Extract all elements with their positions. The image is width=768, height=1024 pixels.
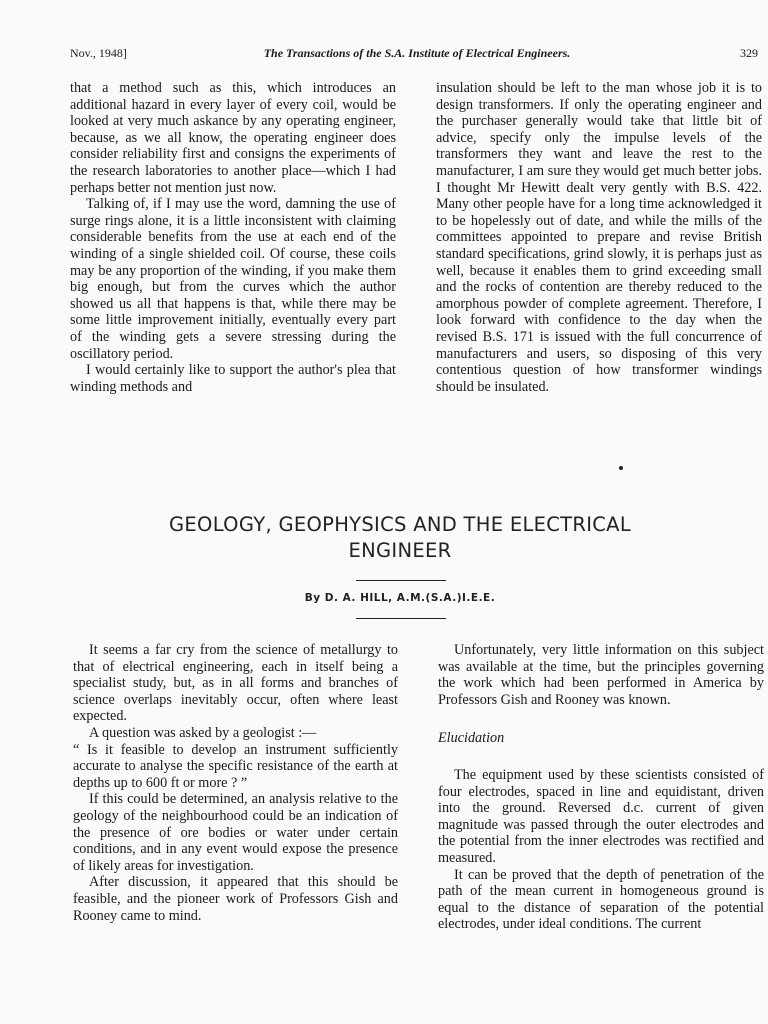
section-heading: Elucidation xyxy=(438,730,505,747)
paragraph: It can be proved that the depth of penetration of the path of the mean current in homogeneous ground is equal to the distance of separation of the potential electrodes, under ideal conditions. The current xyxy=(438,866,764,933)
paragraph: I would certainly like to support the author's plea that winding methods and xyxy=(70,362,396,395)
paragraph: The equipment used by these scientists consisted of four electrodes, spaced in line and equidistant, driven into the ground. Reversed d.c. current of given magnitude was passed through the outer electrodes and the potential from the inner electrodes was rectified and measured. xyxy=(438,766,764,866)
article-title-line: GEOLOGY, GEOPHYSICS AND THE ELECTRICAL xyxy=(169,513,631,536)
paragraph: It seems a far cry from the science of metallurgy to that of electrical engineering, each in itself being a specialist study, but, as in all forms and branches of science overlaps inevitably occur, often where least expected. xyxy=(73,642,398,725)
paragraph: A question was asked by a geologist :— xyxy=(89,724,317,741)
title-rule xyxy=(356,580,446,581)
quotation: “ Is it feasible to develop an instrument sufficiently accurate to analyse the specific resistance of the earth at depths up to 600 ft or more ? ” xyxy=(73,741,398,791)
article-right-column xyxy=(438,642,764,933)
journal-title: The Transactions of the S.A. Institute of Electrical Engineers. xyxy=(263,46,571,60)
paragraph: If this could be determined, an analysis relative to the geology of the neighbourhood could be an indication of the presence of ore bodies or water under certain conditions, and in any event would expose the presence of likely areas for investigation. xyxy=(73,791,398,874)
separator-dot xyxy=(619,466,623,470)
issue-date: Nov., 1948] xyxy=(70,46,127,60)
page-number: 329 xyxy=(740,46,758,60)
paragraph: Talking of, if I may use the word, damning the use of surge rings alone, it is a little inconsistent with claiming considerable benefits from the use at each end of the winding of a single shielded coil. Of course, these coils may be any proportion of the winding, if you make them big enough, but from the curves which the author showed us all that happens is that, while there may be some little improvement initially, eventually every part of the winding gets a severe stressing during the oscillatory period. xyxy=(70,196,396,362)
running-header xyxy=(70,44,764,62)
article-left-column xyxy=(73,642,398,924)
previous-article-left-column xyxy=(70,80,396,395)
paragraph: that a method such as this, which introduces an additional hazard in every layer of every coil, would be looked at very much askance by any operating engineer, because, as we all know, the operating engineer does consider reliability first and consigns the experiments of the research laboratories to another place—which I had perhaps better not mention just now. xyxy=(70,80,396,196)
previous-article-right-column xyxy=(436,80,762,395)
article-title-line: ENGINEER xyxy=(348,539,452,562)
author-byline: By D. A. HILL, A.M.(S.A.)I.E.E. xyxy=(304,592,496,604)
paragraph: Unfortunately, very little information on this subject was available at the time, but the principles governing the work which had been performed in America by Professors Gish and Rooney was known. xyxy=(438,642,764,708)
paragraph: After discussion, it appeared that this should be feasible, and the pioneer work of Professors Gish and Rooney came to mind. xyxy=(73,874,398,924)
paragraph: insulation should be left to the man whose job it is to design transformers. If only the operating engineer and the purchaser generally would take that little bit of advice, specify only the impulse levels of the transformers they want and leave the rest to the manufacturer, I am sure they would get much better jobs. I thought Mr Hewitt dealt very gently with B.S. 422. Many other people have for a long time acknowledged it to be hopelessly out of date, and while the mills of the committees appointed to prepare and revise British standard specifications, grind slowly, it is perhaps just as well, because it enables them to grind exceeding small and the rocks of contention are thereby reduced to the amorphous powder of complete agreement. Therefore, I look forward with confidence to the day when the revised B.S. 171 is issued with the full concurrence of manufacturers and users, so disposing of this very contentious question of how transformer windings should be insulated. xyxy=(436,80,762,395)
byline-rule xyxy=(356,618,446,619)
article-title xyxy=(100,512,700,564)
